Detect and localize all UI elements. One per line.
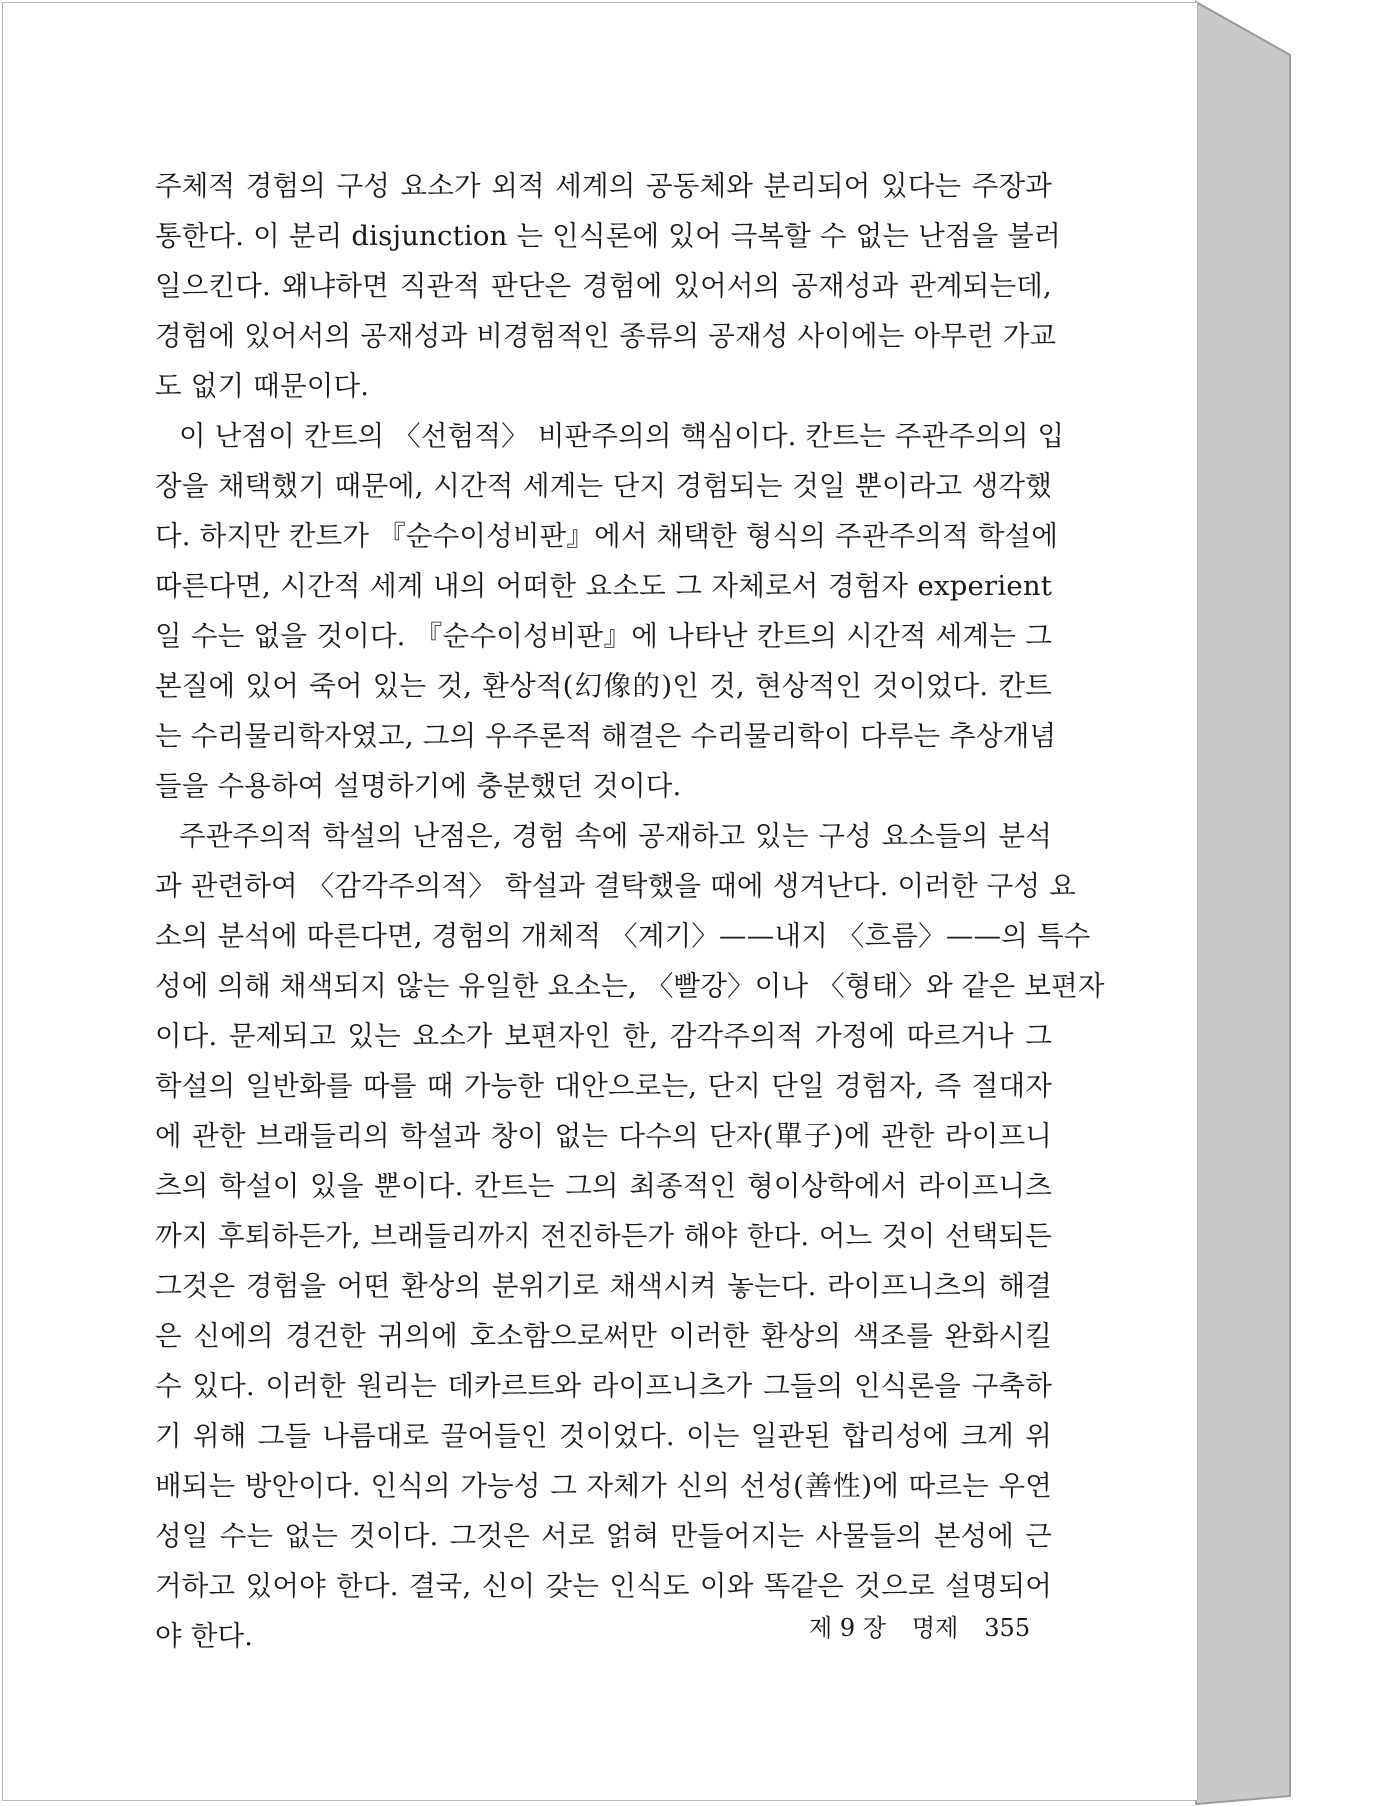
- text-line: 일으킨다. 왜냐하면 직관적 판단은 경험에 있어서의 공재성과 관계되는데,: [155, 270, 1052, 302]
- text-line: 성일 수는 없는 것이다. 그것은 서로 얽혀 만들어지는 사물들의 본성에 근: [155, 1520, 1052, 1552]
- text-line: 이다. 문제되고 있는 요소가 보편자인 한, 감각주의적 가정에 따르거나 그: [155, 1020, 1052, 1052]
- paragraph: [155, 811, 1105, 1661]
- paragraph: [155, 161, 1061, 411]
- text-line: 수 있다. 이러한 원리는 데카르트와 라이프니츠가 그들의 인식론을 구축하: [155, 1370, 1052, 1402]
- text-line: 일 수는 없을 것이다. 『순수이성비판』에 나타난 칸트의 시간적 세계는 그: [155, 620, 1052, 652]
- text-line: 이 난점이 칸트의 〈선험적〉 비판주의의 핵심이다. 칸트는 주관주의의 입: [179, 420, 1065, 452]
- text-line: 학설의 일반화를 따를 때 가능한 대안으로는, 단지 단일 경험자, 즉 절대자: [155, 1070, 1052, 1102]
- text-line: 본질에 있어 죽어 있는 것, 환상적(幻像的)인 것, 현상적인 것이었다. 칸트: [155, 670, 1052, 702]
- text-line: 는 수리물리학자였고, 그의 우주론적 해결은 수리물리학이 다루는 추상개념: [155, 720, 1057, 752]
- text-line: 그것은 경험을 어떤 환상의 분위기로 채색시켜 놓는다. 라이프니츠의 해결: [155, 1270, 1052, 1302]
- text-line: 다. 하지만 칸트가 『순수이성비판』에서 채택한 형식의 주관주의적 학설에: [155, 520, 1059, 552]
- text-line: 주체적 경험의 구성 요소가 외적 세계의 공동체와 분리되어 있다는 주장과: [155, 170, 1052, 202]
- book-page: [2, 2, 1198, 1801]
- text-line: 까지 후퇴하든가, 브래들리까지 전진하든가 해야 한다. 어느 것이 선택되든: [155, 1220, 1052, 1252]
- text-line: 도 없기 때문이다.: [155, 370, 370, 402]
- text-line: 과 관련하여 〈감각주의적〉 학설과 결탁했을 때에 생겨난다. 이러한 구성 요: [155, 870, 1076, 902]
- page-number: 355: [984, 1614, 1031, 1642]
- text-line: 소의 분석에 따른다면, 경험의 개체적 〈계기〉——내지 〈흐름〉——의 특수: [155, 920, 1091, 952]
- text-line: 통한다. 이 분리 disjunction 는 인식론에 있어 극복할 수 없는 난점을 불러: [155, 220, 1061, 252]
- text-line: 은 신에의 경건한 귀의에 호소함으로써만 이러한 환상의 색조를 완화시킬: [155, 1320, 1052, 1352]
- text-line: 장을 채택했기 때문에, 시간적 세계는 단지 경험되는 것일 뿐이라고 생각했: [155, 470, 1052, 502]
- text-line: 배되는 방안이다. 인식의 가능성 그 자체가 신의 선성(善性)에 따르는 우연: [155, 1470, 1052, 1502]
- text-line: 따른다면, 시간적 세계 내의 어떠한 요소도 그 자체로서 경험자 experient: [155, 570, 1052, 602]
- text-line: 츠의 학설이 있을 뿐이다. 칸트는 그의 최종적인 형이상학에서 라이프니츠: [155, 1170, 1052, 1202]
- body-text: [155, 161, 1105, 1661]
- text-line: 야 한다.: [155, 1620, 254, 1652]
- text-line: 거하고 있어야 한다. 결국, 신이 갖는 인식도 이와 똑같은 것으로 설명되어: [155, 1570, 1052, 1602]
- text-line: 경험에 있어서의 공재성과 비경험적인 종류의 공재성 사이에는 아무런 가교: [155, 320, 1057, 352]
- text-line: 에 관한 브래들리의 학설과 창이 없는 다수의 단자(單子)에 관한 라이프니: [155, 1120, 1052, 1152]
- text-line: 들을 수용하여 설명하기에 충분했던 것이다.: [155, 770, 682, 802]
- page-footer: [809, 1608, 1030, 1643]
- text-line: 기 위해 그들 나름대로 끌어들인 것이었다. 이는 일관된 합리성에 크게 위: [155, 1420, 1052, 1452]
- chapter-label: 제 9 장: [809, 1614, 886, 1642]
- paragraph: [155, 411, 1065, 811]
- chapter-title: 명제: [911, 1614, 959, 1642]
- text-line: 주관주의적 학설의 난점은, 경험 속에 공재하고 있는 구성 요소들의 분석: [179, 820, 1052, 852]
- text-line: 성에 의해 채색되지 않는 유일한 요소는, 〈빨강〉이나 〈형태〉와 같은 보편자: [155, 970, 1105, 1002]
